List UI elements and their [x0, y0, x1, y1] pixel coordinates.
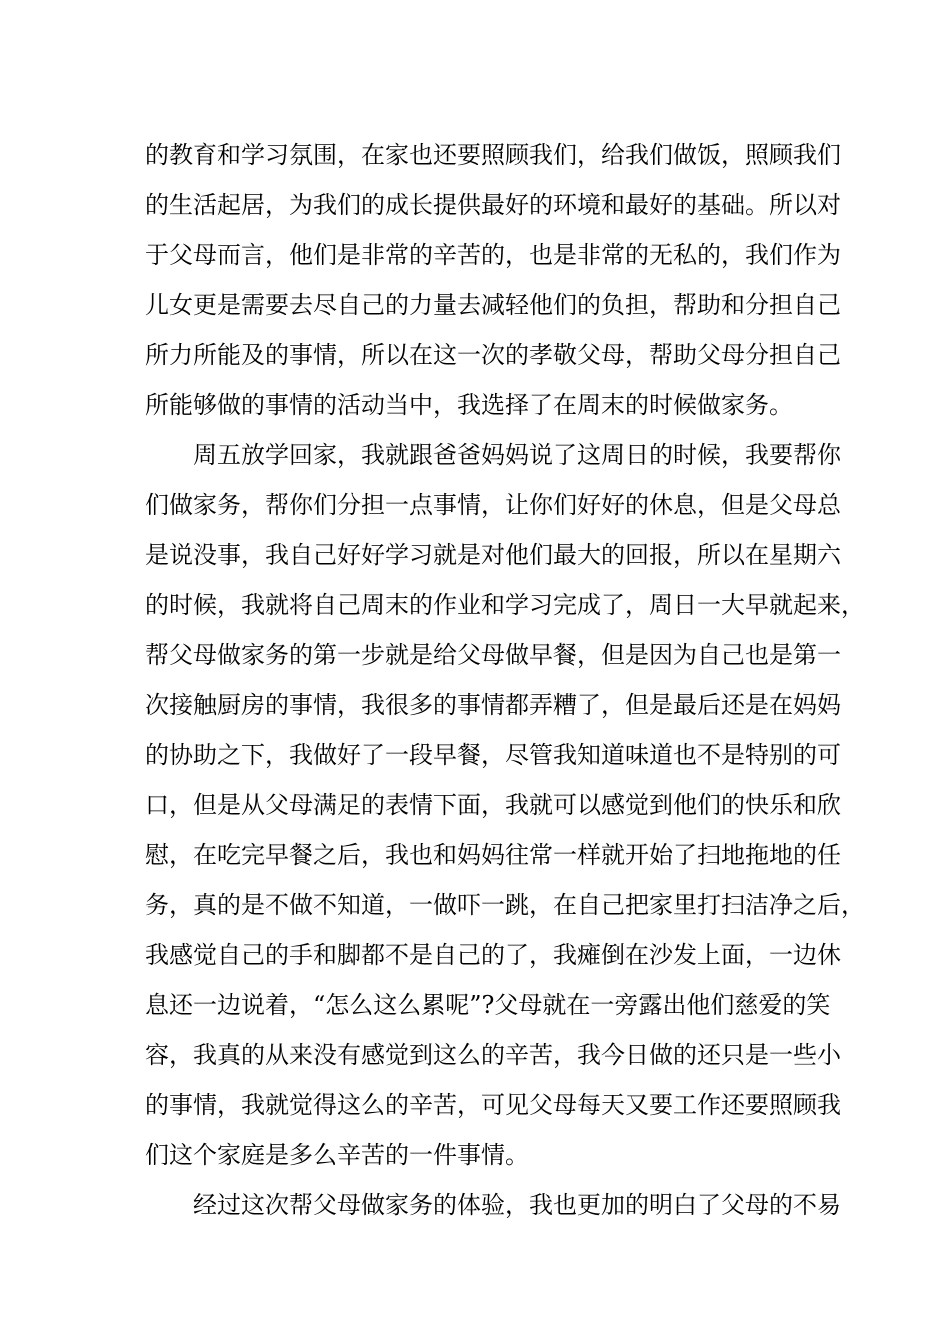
text-line: 的时候，我就将自己周末的作业和学习完成了，周日一大早就起来，: [145, 591, 865, 619]
text-line: 慰，在吃完早餐之后，我也和妈妈往常一样就开始了扫地拖地的任: [145, 841, 841, 869]
text-line: 所力所能及的事情，所以在这一次的孝敬父母，帮助父母分担自己: [145, 341, 841, 369]
text-line: 帮父母做家务的第一步就是给父母做早餐，但是因为自己也是第一: [145, 641, 841, 669]
paragraph-first-line: 经过这次帮父母做家务的体验，我也更加的明白了父母的不易: [193, 1191, 841, 1219]
text-line: 的协助之下，我做好了一段早餐，尽管我知道味道也不是特别的可: [145, 741, 841, 769]
text-line: 的生活起居，为我们的成长提供最好的环境和最好的基础。所以对: [145, 191, 841, 219]
text-line: 的事情，我就觉得这么的辛苦，可见父母每天又要工作还要照顾我: [145, 1091, 841, 1119]
body-text: [145, 130, 865, 1230]
text-line: 儿女更是需要去尽自己的力量去减轻他们的负担，帮助和分担自己: [145, 291, 841, 319]
paragraph-first-line: 周五放学回家，我就跟爸爸妈妈说了这周日的时候，我要帮你: [193, 441, 841, 469]
text-line: 所能够做的事情的活动当中，我选择了在周末的时候做家务。: [145, 391, 793, 419]
text-line: 是说没事，我自己好好学习就是对他们最大的回报，所以在星期六: [145, 541, 841, 569]
text-line: 息还一边说着，“怎么这么累呢”?父母就在一旁露出他们慈爱的笑: [145, 991, 831, 1019]
text-line: 们这个家庭是多么辛苦的一件事情。: [145, 1141, 529, 1169]
text-line: 务，真的是不做不知道，一做吓一跳，在自己把家里打扫洁净之后，: [145, 891, 865, 919]
text-line: 次接触厨房的事情，我很多的事情都弄糟了，但是最后还是在妈妈: [145, 691, 841, 719]
text-line: 容，我真的从来没有感觉到这么的辛苦，我今日做的还只是一些小: [145, 1041, 841, 1069]
text-line: 于父母而言，他们是非常的辛苦的，也是非常的无私的，我们作为: [145, 241, 841, 269]
text-line: 口，但是从父母满足的表情下面，我就可以感觉到他们的快乐和欣: [145, 791, 841, 819]
text-line: 的教育和学习氛围，在家也还要照顾我们，给我们做饭，照顾我们: [145, 141, 841, 169]
text-line: 我感觉自己的手和脚都不是自己的了，我瘫倒在沙发上面，一边休: [145, 941, 841, 969]
text-line: 们做家务，帮你们分担一点事情，让你们好好的休息，但是父母总: [145, 491, 841, 519]
